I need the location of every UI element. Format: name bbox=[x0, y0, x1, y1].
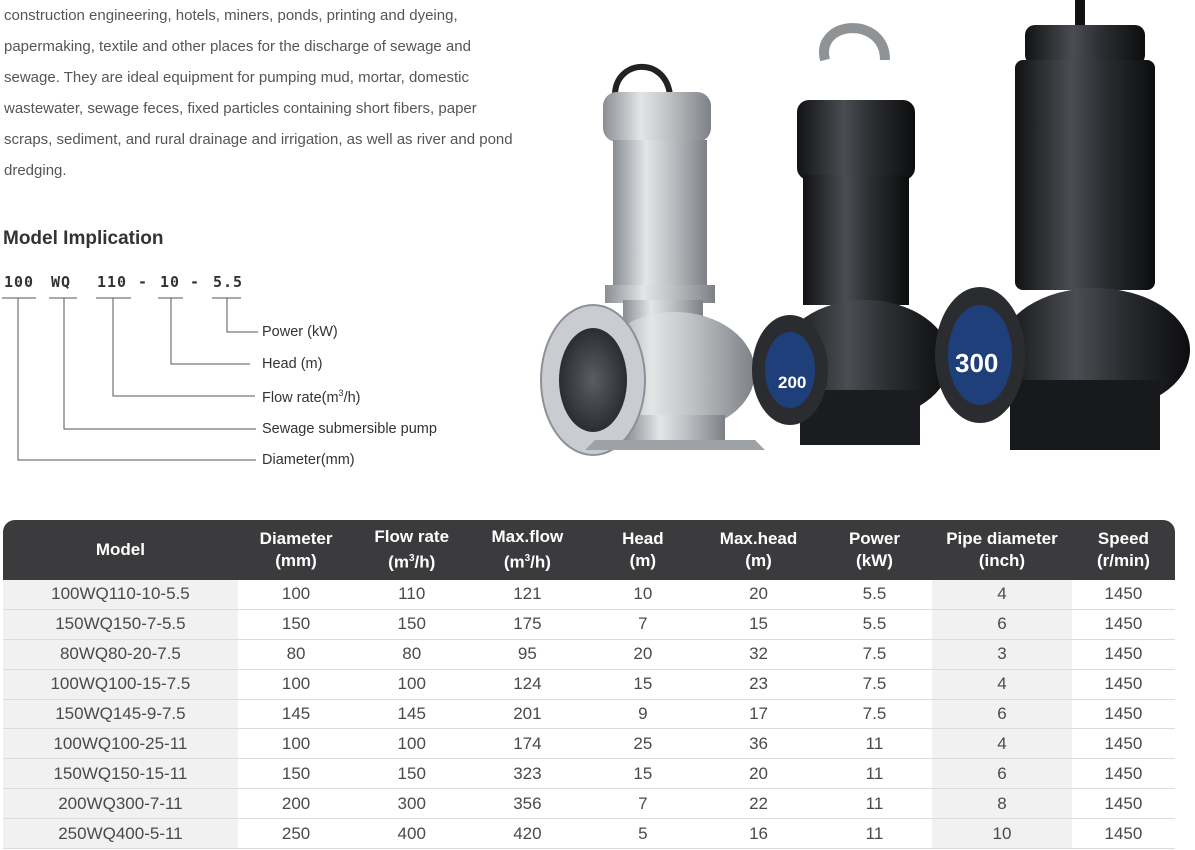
table-cell: 11 bbox=[817, 819, 932, 849]
table-cell: 22 bbox=[700, 789, 817, 819]
table-cell: 5.5 bbox=[817, 609, 932, 639]
table-cell: 20 bbox=[700, 580, 817, 609]
table-cell: 100 bbox=[238, 669, 354, 699]
table-cell: 1450 bbox=[1072, 580, 1175, 609]
table-cell: 7.5 bbox=[817, 699, 932, 729]
table-cell: 4 bbox=[932, 729, 1072, 759]
table-cell: 200WQ300-7-11 bbox=[3, 789, 238, 819]
table-row bbox=[3, 609, 1175, 639]
label-power: Power (kW) bbox=[262, 324, 338, 340]
table-cell: 80WQ80-20-7.5 bbox=[3, 639, 238, 669]
table-row bbox=[3, 580, 1175, 609]
table-cell: 1450 bbox=[1072, 699, 1175, 729]
table-cell: 80 bbox=[238, 639, 354, 669]
table-cell: 100WQ100-25-11 bbox=[3, 729, 238, 759]
black-pump-200-image bbox=[752, 28, 950, 445]
table-cell: 6 bbox=[932, 759, 1072, 789]
table-cell: 7 bbox=[586, 789, 701, 819]
table-cell: 4 bbox=[932, 580, 1072, 609]
badge-300: 300 bbox=[955, 348, 999, 378]
table-header-row bbox=[3, 520, 1175, 580]
table-cell: 150 bbox=[238, 759, 354, 789]
intro-line: construction engineering, hotels, miners, ponds, printing and dyeing, bbox=[4, 7, 458, 24]
table-cell: 3 bbox=[932, 639, 1072, 669]
table-cell: 201 bbox=[469, 699, 585, 729]
badge-200: 200 bbox=[778, 373, 807, 392]
code-flow: 110 bbox=[97, 273, 128, 291]
table-cell: 95 bbox=[469, 639, 585, 669]
code-power: 5.5 bbox=[213, 273, 244, 291]
col-head: Head (m) bbox=[586, 520, 701, 580]
code-dash: - bbox=[138, 273, 149, 291]
table-cell: 16 bbox=[700, 819, 817, 849]
label-head: Head (m) bbox=[262, 356, 323, 372]
table-cell: 300 bbox=[354, 789, 469, 819]
table-cell: 8 bbox=[932, 789, 1072, 819]
intro-line: scraps, sediment, and rural drainage and irrigation, as well as river and pond bbox=[4, 131, 513, 148]
model-implication-title: Model Implication bbox=[3, 228, 164, 249]
table-cell: 7 bbox=[586, 609, 701, 639]
code-head: 10 bbox=[160, 273, 181, 291]
table-cell: 4 bbox=[932, 669, 1072, 699]
table-cell: 5 bbox=[586, 819, 701, 849]
table-cell: 20 bbox=[586, 639, 701, 669]
table-row bbox=[3, 759, 1175, 789]
table-cell: 32 bbox=[700, 639, 817, 669]
table-row bbox=[3, 819, 1175, 849]
model-implication-diagram bbox=[0, 0, 600, 480]
table-cell: 1450 bbox=[1072, 729, 1175, 759]
table-row bbox=[3, 699, 1175, 729]
table-cell: 150 bbox=[354, 609, 469, 639]
table-cell: 25 bbox=[586, 729, 701, 759]
table-cell: 7.5 bbox=[817, 639, 932, 669]
table-cell: 145 bbox=[354, 699, 469, 729]
table-cell: 323 bbox=[469, 759, 585, 789]
table-cell: 200 bbox=[238, 789, 354, 819]
col-diameter: Diameter (mm) bbox=[238, 520, 354, 580]
table-cell: 10 bbox=[932, 819, 1072, 849]
table-cell: 10 bbox=[586, 580, 701, 609]
table-cell: 1450 bbox=[1072, 819, 1175, 849]
table-cell: 145 bbox=[238, 699, 354, 729]
table-cell: 150 bbox=[354, 759, 469, 789]
table-cell: 100 bbox=[354, 729, 469, 759]
table-cell: 174 bbox=[469, 729, 585, 759]
table-cell: 150WQ150-7-5.5 bbox=[3, 609, 238, 639]
table-cell: 17 bbox=[700, 699, 817, 729]
label-flow-rate: Flow $rate(m^3/h)$ bbox=[262, 388, 361, 406]
code-dash: - bbox=[190, 273, 201, 291]
table-cell: 110 bbox=[354, 580, 469, 609]
col-max-head: Max.head (m) bbox=[700, 520, 817, 580]
table-cell: 124 bbox=[469, 669, 585, 699]
table-cell: 1450 bbox=[1072, 639, 1175, 669]
table-cell: 80 bbox=[354, 639, 469, 669]
label-diameter: Diameter(mm) bbox=[262, 452, 355, 468]
table-cell: 100 bbox=[354, 669, 469, 699]
table-cell: 100WQ110-10-5.5 bbox=[3, 580, 238, 609]
table-cell: 1450 bbox=[1072, 609, 1175, 639]
intro-line: wastewater, sewage feces, fixed particles containing short fibers, paper bbox=[4, 100, 477, 117]
table-cell: 6 bbox=[932, 609, 1072, 639]
table-cell: 15 bbox=[586, 669, 701, 699]
table-cell: 23 bbox=[700, 669, 817, 699]
table-cell: 6 bbox=[932, 699, 1072, 729]
intro-line: sewage. They are ideal equipment for pumping mud, mortar, domestic bbox=[4, 69, 469, 86]
table-cell: 11 bbox=[817, 789, 932, 819]
label-pump: Sewage submersible pump bbox=[262, 421, 437, 437]
table-row bbox=[3, 789, 1175, 819]
table-cell: 36 bbox=[700, 729, 817, 759]
stainless-pump-image bbox=[541, 67, 765, 455]
table-row bbox=[3, 729, 1175, 759]
table-cell: 1450 bbox=[1072, 789, 1175, 819]
code-diameter: 100 bbox=[4, 273, 35, 291]
table-cell: 400 bbox=[354, 819, 469, 849]
table-cell: 11 bbox=[817, 729, 932, 759]
table-cell: 100WQ100-15-7.5 bbox=[3, 669, 238, 699]
table-cell: 100 bbox=[238, 729, 354, 759]
black-pump-300-image bbox=[935, 0, 1190, 450]
table-cell: 5.5 bbox=[817, 580, 932, 609]
table-cell: 9 bbox=[586, 699, 701, 729]
intro-line: dredging. bbox=[4, 162, 67, 179]
table-cell: 420 bbox=[469, 819, 585, 849]
col-model: Model bbox=[3, 520, 238, 580]
table-body bbox=[3, 580, 1175, 849]
code-type: WQ bbox=[51, 273, 72, 291]
table-cell: 250 bbox=[238, 819, 354, 849]
table-cell: 15 bbox=[586, 759, 701, 789]
intro-line: papermaking, textile and other places for the discharge of sewage and bbox=[4, 38, 471, 55]
table-cell: 15 bbox=[700, 609, 817, 639]
table-row bbox=[3, 639, 1175, 669]
table-cell: 1450 bbox=[1072, 669, 1175, 699]
table-cell: 20 bbox=[700, 759, 817, 789]
table-cell: 250WQ400-5-11 bbox=[3, 819, 238, 849]
col-max-flow: Max.flow $(m^3/h)$ bbox=[469, 520, 585, 580]
table-cell: 150 bbox=[238, 609, 354, 639]
table-cell: 100 bbox=[238, 580, 354, 609]
col-flow-rate: Flow rate $(m^3/h)$ bbox=[354, 520, 469, 580]
table-cell: 150WQ145-9-7.5 bbox=[3, 699, 238, 729]
table-cell: 356 bbox=[469, 789, 585, 819]
table-row bbox=[3, 669, 1175, 699]
table-cell: 7.5 bbox=[817, 669, 932, 699]
table-cell: 1450 bbox=[1072, 759, 1175, 789]
table-cell: 175 bbox=[469, 609, 585, 639]
spec-table bbox=[3, 520, 1175, 849]
table-cell: 150WQ150-15-11 bbox=[3, 759, 238, 789]
col-power: Power (kW) bbox=[817, 520, 932, 580]
col-speed: Speed (r/min) bbox=[1072, 520, 1175, 580]
pump-product-images bbox=[535, 0, 1195, 480]
table-cell: 121 bbox=[469, 580, 585, 609]
table-cell: 11 bbox=[817, 759, 932, 789]
col-pipe-diameter: Pipe diameter (inch) bbox=[932, 520, 1072, 580]
